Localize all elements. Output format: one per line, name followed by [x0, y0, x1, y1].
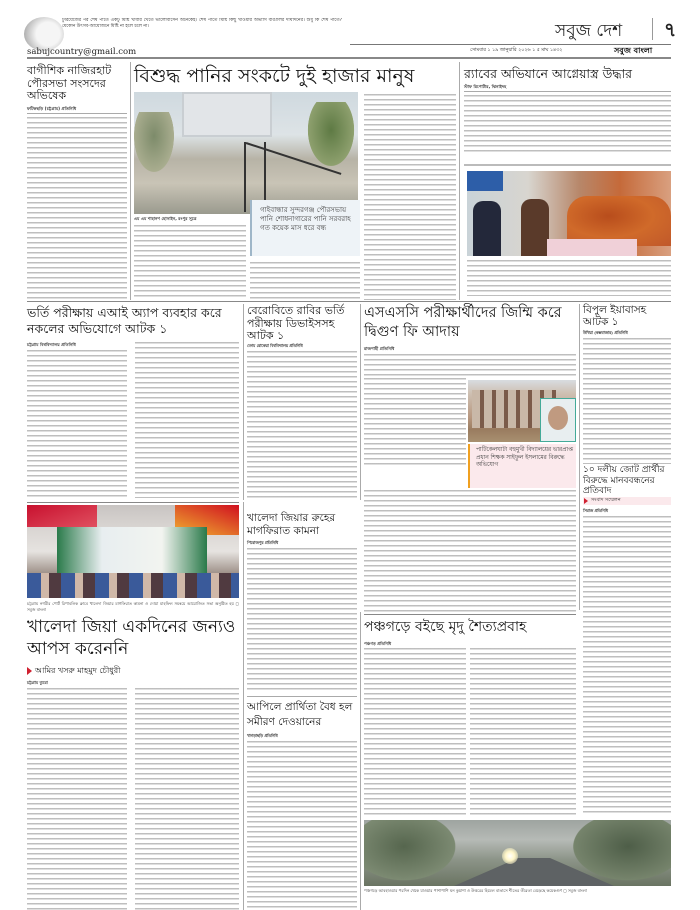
byline-jote: সিরাজ প্রতিনিধি: [583, 508, 608, 513]
dateline: সোমবার ১ ১৯ জানুয়ারি ২০২৬ ১ ৫ মাঘ ১৪৩২: [470, 48, 563, 53]
column-rule: [243, 304, 244, 500]
article-body-berobi: [247, 351, 357, 498]
article-body-appeal: [247, 741, 357, 910]
column-rule: [130, 62, 131, 300]
headline-appeal[interactable]: আপিলে প্রার্থিতা বৈধ হল সমীরণ দেওয়ানের: [247, 701, 353, 728]
headline-khaleda-main[interactable]: খালেদা জিয়া একদিনের জন্যও আপস করেননি: [27, 617, 236, 659]
column-rule: [360, 612, 361, 910]
divider: [464, 91, 671, 92]
header-divider: [652, 18, 653, 40]
section-rule: [27, 301, 671, 302]
school-photo: [468, 380, 576, 442]
masthead-motto: ঢুরিয়েজের পর শেষ পাতে একটু মিষ্টি খাবার খেতে ভালোবাসেন অনেকেই। শেষ পাতে মিষ্টি কিছু খাওয়ার অভ্যাস বাঙালির দীর্ঘদিনের। শুধু কি শেষ পাতে? যেকোন উৎসব-আয়োজনে মিষ্টি না হলে চলে না।: [62, 18, 342, 29]
rally-photo: [27, 505, 239, 598]
byline-bagishik: ফটিকছড়ি (চট্টগ্রাম) প্রতিনিধি: [27, 106, 77, 111]
column-rule: [243, 502, 244, 910]
headline-cold[interactable]: পঞ্চগড়ে বইছে মৃদু শৈত্যপ্রবাহ: [364, 619, 527, 635]
column-rule: [579, 304, 580, 610]
byline-khaleda-doa: পিরোজপুর প্রতিনিধি: [247, 540, 279, 545]
author-khaleda: [27, 665, 147, 677]
article-body-khaleda-1: [27, 688, 127, 910]
byline-cold: পঞ্চগড় প্রতিনিধি: [364, 641, 392, 646]
divider: [464, 164, 671, 166]
divider: [27, 113, 127, 114]
page-number: ৭: [664, 19, 677, 41]
article-body-yaba: [583, 338, 671, 464]
headline-bagishik[interactable]: বাগীশিক নাজিরহাট পৌরসভা সংসদের অভিষেক: [27, 64, 112, 102]
article-body-rab: [464, 95, 671, 153]
kicker-jote: [583, 497, 671, 505]
kicker-jote-text: সংবাদ সম্মেলন: [591, 497, 621, 503]
fog-photo: [364, 820, 671, 886]
logo-emblem: [24, 17, 64, 51]
author-name: আমির খসরু মাহমুদ চৌধুরী: [35, 666, 121, 675]
headline-berobi[interactable]: বেরোবিতে রাবির ভর্তি পরীক্ষায় ডিভাইসসহ আটক ১: [247, 304, 345, 342]
byline-ssc: রাজশাহী প্রতিনিধি: [364, 346, 395, 351]
headline-khaleda-doa[interactable]: খালেদা জিয়ার রুহের মাগফিরাত কামনা: [247, 512, 336, 537]
headline-ai-exam[interactable]: ভর্তি পরীক্ষায় এআই অ্যাপ ব্যবহার করে নকলের অভিযোগে আটক ১: [27, 305, 222, 336]
article-body-water-col: [364, 94, 456, 300]
headline-rab[interactable]: র‍্যাবের অভিযানে আগ্নেয়াস্ত্র উদ্ধার: [464, 66, 633, 81]
article-body-ssc-top: [364, 354, 576, 376]
article-body-water-left: [134, 225, 246, 300]
byline-berobi: বেগম রোকেয়া বিশ্ববিদ্যালয় প্রতিনিধি: [247, 343, 303, 348]
headline-ssc[interactable]: এসএসসি পরীক্ষার্থীদের জিম্মি করে দ্বিগুণ ফি আদায়: [364, 305, 562, 340]
section-title: সবুজ দেশ: [555, 21, 623, 41]
section-rule: [364, 614, 576, 615]
divider: [247, 696, 357, 697]
headline-jote[interactable]: ১০ দলীয় জোট প্রার্থীর বিরুদ্ধে মানববন্ধনের প্রতিবাদ: [583, 465, 665, 496]
water-plant-photo: [134, 92, 358, 214]
article-body-ssc-left: [364, 378, 466, 468]
monks-photo: [467, 171, 671, 256]
article-body-khaleda-col2: [135, 688, 239, 910]
article-body-cold-2: [470, 648, 576, 818]
article-body-ssc-bottom: [364, 490, 576, 612]
headline-water[interactable]: বিশুদ্ধ পানির সংকটে দুই হাজার মানুষ: [134, 65, 415, 87]
article-body-cold-1: [364, 648, 466, 818]
byline-rab: স্টাফ রিপোর্টার, ঝিনাইদহ: [464, 84, 507, 89]
byline-yaba: উখিয়া (কক্সবাজার) প্রতিনিধি: [583, 330, 628, 335]
section-rule: [27, 502, 239, 503]
article-body-ai-exam-1: [27, 350, 127, 498]
article-body-ai-exam-2: [135, 342, 239, 498]
pullquote-water: [250, 200, 360, 256]
byline-ai-exam: চট্টগ্রাম বিশ্ববিদ্যালয় প্রতিনিধি: [27, 342, 76, 347]
byline-appeal: খাগড়াছড়ি প্রতিনিধি: [247, 733, 278, 738]
masthead-bottom-rule: [27, 57, 671, 59]
fog-photo-caption: পঞ্চগড়ে আবহাওয়ার পরদিন থেকে যাওয়ার পাশাপাশি ঘন কুয়াশা ও উত্তরের হিমেল বাতাসে শীতের তীব্রতা বেড়েছে কয়েকগুণ ◻ সবুজ বাংলা: [364, 888, 587, 893]
monks-photo-caption: [467, 260, 671, 296]
photo-credit-water: এম এম শাহানশ হোসাইন, রংপুর সূত্রে: [134, 216, 197, 221]
headline-yaba[interactable]: বিপুল ইয়াবাসহ আটক ১: [583, 304, 647, 328]
article-body-jote: [583, 516, 671, 816]
masthead-email[interactable]: sabujcountry@gmail.com: [27, 47, 137, 57]
masthead: [0, 0, 700, 58]
article-body-bagishik: [27, 117, 127, 299]
byline-khaleda-main: চট্টগ্রাম ব্যুরো: [27, 680, 48, 685]
column-rule: [360, 304, 361, 500]
author-arrow-icon: [27, 667, 32, 675]
paper-name: সবুজ বাংলা: [614, 46, 653, 55]
article-body-water-right: [250, 262, 360, 300]
pullquote-ssc: [468, 444, 576, 488]
article-body-khaleda-doa: [247, 548, 357, 692]
pullquote-ssc-text: পাটিকেলঘাটা বহুমুখী বিদ্যালয়ের ভারপ্রাপ্ত প্রধান শিক্ষক সাইফুল ইসলামের বিরুদ্ধে অভিযোগ: [476, 447, 573, 468]
rally-photo-caption: চট্টগ্রাম নগরীর পোর্ট রিপাবলিক ক্লাবে খালেদা জিয়ার মাগফিরাত কামনা ও দোয়া মাহফিল সমন্বয়ে আয়োজিত সভা অনুষ্ঠিত হয় ◻ সবুজ বাংলা: [27, 601, 239, 612]
column-rule: [459, 62, 460, 300]
kicker-arrow-icon: [584, 498, 588, 504]
pullquote-water-text: গাইবান্ধার সুন্দরগঞ্জ পৌরসভায় পানি শোধনাগারের পানি সরবরাহ গত কয়েক মাস ধরে বন্ধ: [260, 206, 351, 232]
